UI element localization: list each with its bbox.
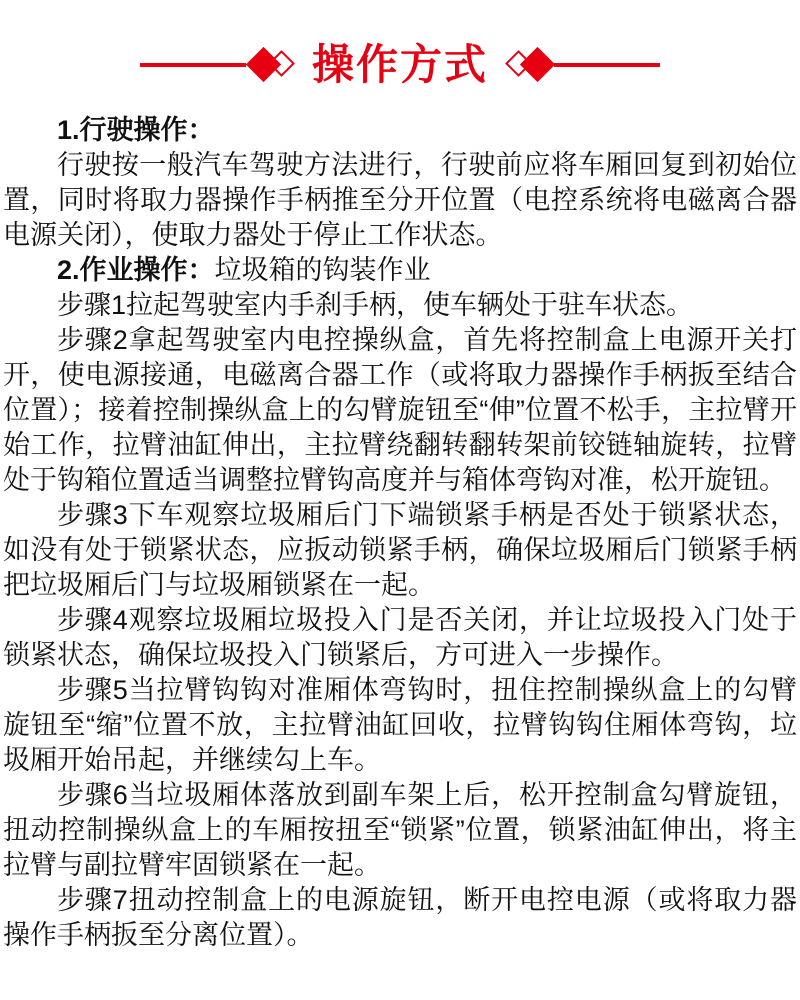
left-diamond-ornament [246,42,298,88]
section2-heading-line [3,253,797,288]
step-paragraph-4: 步骤4观察垃圾厢垃圾投入门是否关闭，并让垃圾投入门处于锁紧状态，确保垃圾投入门锁紧后，方可进入一步操作。 [3,605,797,670]
section1-heading: 1.行驶操作： [57,115,215,145]
diamond-filled-icon [246,47,281,82]
step-paragraph-3: 步骤3下车观察垃圾厢后门下端锁紧手柄是否处于锁紧状态，如没有处于锁紧状态，应扳动锁紧手柄，确保垃圾厢后门锁紧手柄把垃圾厢后门与垃圾厢锁紧在一起。 [3,500,797,600]
manual-body [0,113,800,953]
step-paragraph-5: 步骤5当拉臂钩钩对准厢体弯钩时，扭住控制操纵盒上的勾臂旋钮至“缩”位置不放，主拉臂油缸回收，拉臂钩钩住厢体弯钩，垃圾厢开始吊起，并继续勾上车。 [3,675,797,775]
step-paragraph-2: 步骤2拿起驾驶室内电控操纵盒，首先将控制盒上电源开关打开，使电源接通，电磁离合器工作（或将取力器操作手柄扳至结合位置）；接着控制操纵盒上的勾臂旋钮至“伸”位置不松手，主拉臂开始工作，拉臂油缸伸出，主拉臂绕翻转翻转架前铰链轴旋转，拉臂处于钩箱位置适当调整拉臂钩高度并与箱体弯钩对准，松开旋钮。 [3,325,797,495]
step-paragraph-1: 步骤1拉起驾驶室内手刹手柄，使车辆处于驻车状态。 [57,290,694,320]
page-title: 操作方式 [311,41,488,88]
diamond-filled-icon [520,47,555,82]
step-paragraph-7: 步骤7扭动控制盒上的电源旋钮，断开电控电源（或将取力器操作手柄扳至分离位置）。 [3,885,797,950]
section1-paragraph: 行驶按一般汽车驾驶方法进行，行驶前应将车厢回复到初始位置，同时将取力器操作手柄推至分开位置（电控系统将电磁离合器电源关闭），使取力器处于停止工作状态。 [3,150,797,250]
left-rule-line [140,63,246,67]
section2-heading-suffix: 垃圾箱的钩装作业 [214,255,431,285]
right-rule-line [554,63,660,67]
section-title-banner [0,38,800,92]
right-diamond-ornament [502,42,554,88]
step-paragraph-6: 步骤6当垃圾厢体落放到副车架上后，松开控制盒勾臂旋钮，扭动控制操纵盒上的车厢按扭至“锁紧”位置，锁紧油缸伸出，将主拉臂与副拉臂牢固锁紧在一起。 [3,780,797,880]
section2-heading: 2.作业操作： [57,255,215,285]
